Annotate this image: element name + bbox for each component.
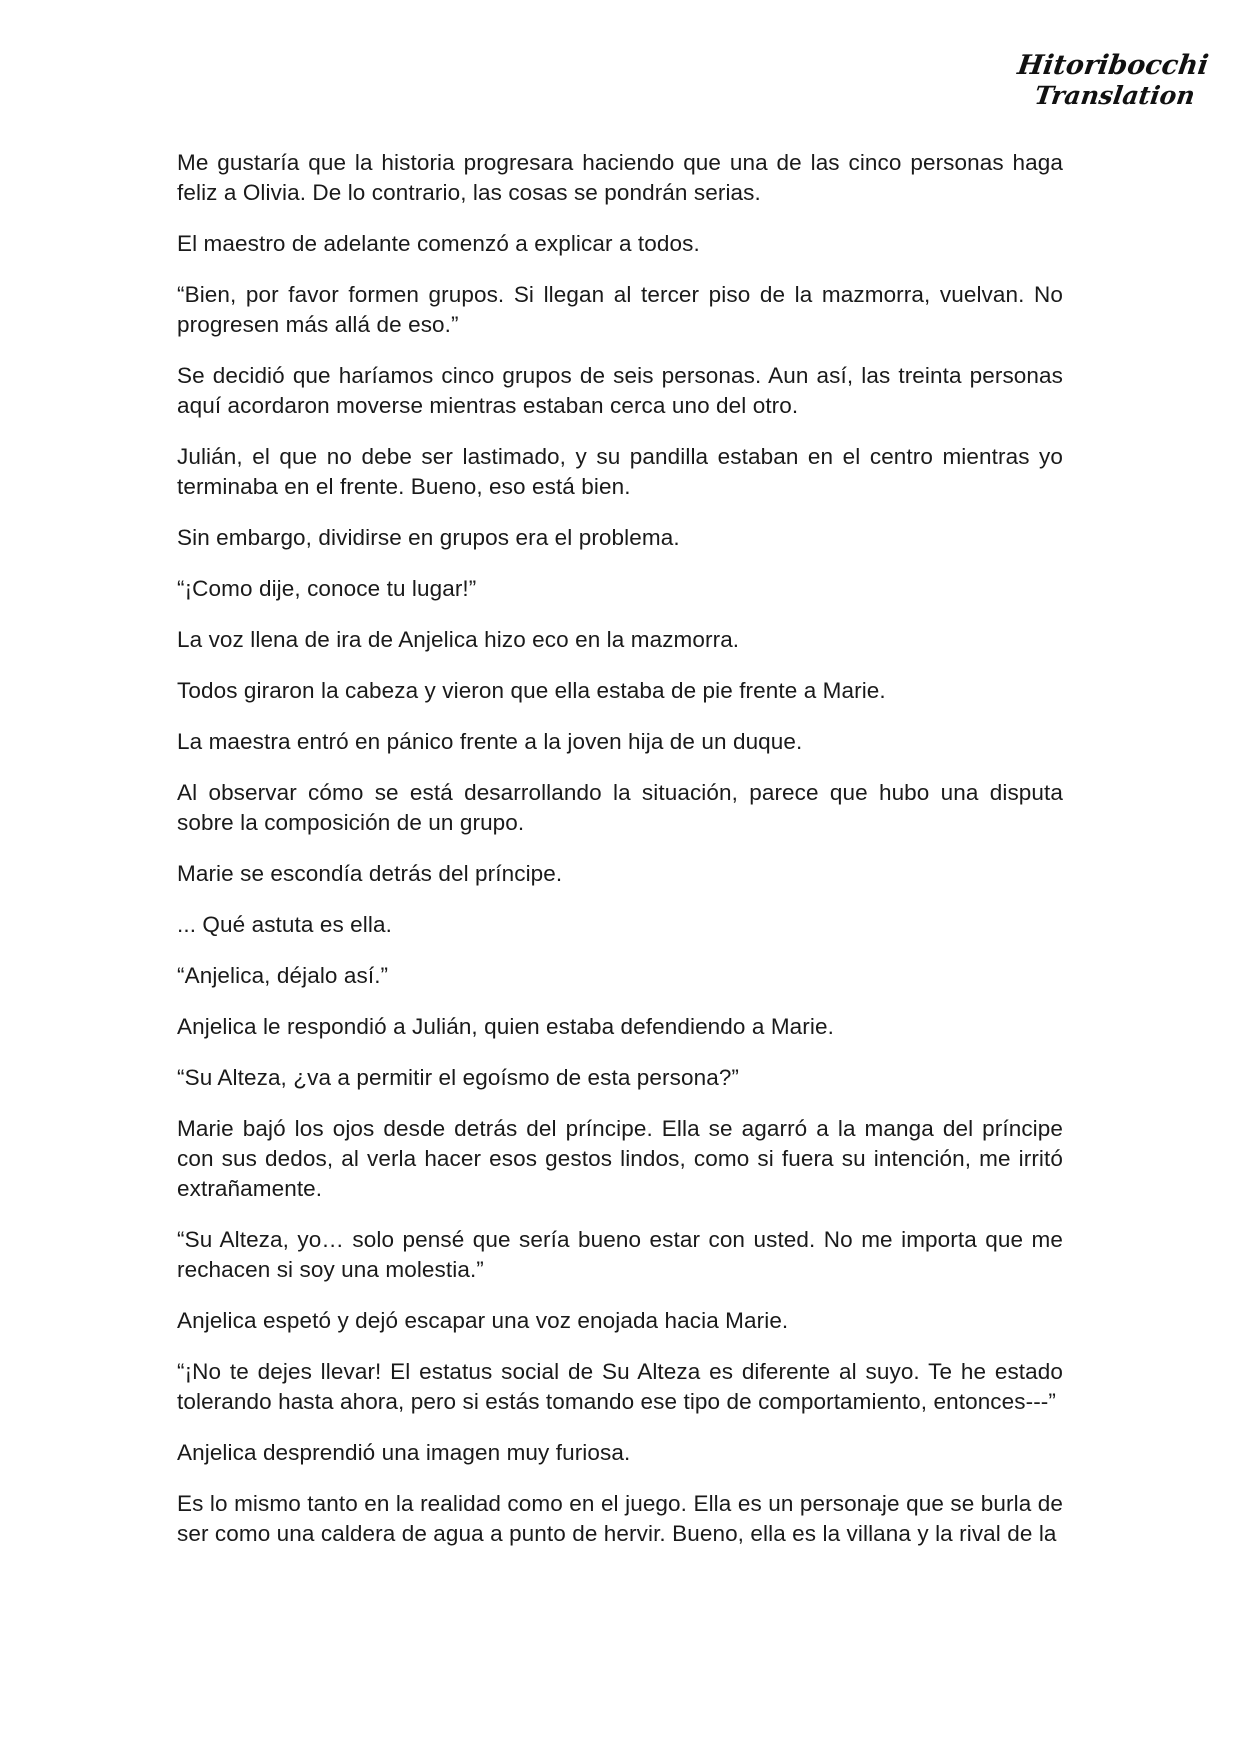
paragraph: Anjelica espetó y dejó escapar una voz enojada hacia Marie.	[177, 1308, 789, 1333]
paragraph: “Bien, por favor formen grupos. Si llegan al tercer piso de la mazmorra, vuelvan. No progresen más allá de eso.”	[177, 282, 1063, 337]
paragraph: Julián, el que no debe ser lastimado, y su pandilla estaban en el centro mientras yo terminaba en el frente. Bueno, eso está bien.	[177, 444, 1063, 499]
paragraph: Es lo mismo tanto en la realidad como en el juego. Ella es un personaje que se burla de ser como una caldera de agua a punto de hervir. Bueno, ella es la villana y la rival de la	[177, 1491, 1063, 1546]
paragraph: Sin embargo, dividirse en grupos era el problema.	[177, 525, 680, 550]
paragraph: ... Qué astuta es ella.	[177, 912, 392, 937]
paragraph: Anjelica le respondió a Julián, quien estaba defendiendo a Marie.	[177, 1014, 834, 1039]
logo-line-2: Translation	[1032, 80, 1197, 110]
paragraph: “¡Como dije, conoce tu lugar!”	[177, 576, 477, 601]
paragraph: Marie se escondía detrás del príncipe.	[177, 861, 563, 886]
paragraph: Al observar cómo se está desarrollando la situación, parece que hubo una disputa sobre la composición de un grupo.	[177, 780, 1063, 835]
paragraph: Marie bajó los ojos desde detrás del príncipe. Ella se agarró a la manga del príncipe con sus dedos, al verla hacer esos gestos lindos, como si fuera su intención, me irritó extrañamente.	[177, 1116, 1063, 1201]
paragraph: El maestro de adelante comenzó a explicar a todos.	[177, 231, 700, 256]
paragraph: “Su Alteza, yo… solo pensé que sería bueno estar con usted. No me importa que me rechacen si soy una molestia.”	[177, 1227, 1063, 1282]
paragraph: “¡No te dejes llevar! El estatus social de Su Alteza es diferente al suyo. Te he estado tolerando hasta ahora, pero si estás tomando ese tipo de comportamiento, entonces---”	[177, 1359, 1063, 1414]
paragraph: Anjelica desprendió una imagen muy furiosa.	[177, 1440, 631, 1465]
logo-wordmark-icon	[1015, 44, 1211, 114]
translator-logo	[1015, 44, 1211, 114]
paragraph: “Su Alteza, ¿va a permitir el egoísmo de esta persona?”	[177, 1065, 740, 1090]
paragraph: “Anjelica, déjalo así.”	[177, 963, 389, 988]
paragraph: La voz llena de ira de Anjelica hizo eco en la mazmorra.	[177, 627, 740, 652]
paragraph: La maestra entró en pánico frente a la joven hija de un duque.	[177, 729, 803, 754]
logo-line-1: Hitoribocchi	[1015, 50, 1211, 81]
document-body	[177, 148, 1063, 1570]
paragraph: Se decidió que haríamos cinco grupos de seis personas. Aun así, las treinta personas aquí acordaron moverse mientras estaban cerca uno del otro.	[177, 363, 1063, 418]
paragraph: Todos giraron la cabeza y vieron que ella estaba de pie frente a Marie.	[177, 678, 886, 703]
paragraph: Me gustaría que la historia progresara haciendo que una de las cinco personas haga feliz a Olivia. De lo contrario, las cosas se pondrán serias.	[177, 150, 1063, 205]
